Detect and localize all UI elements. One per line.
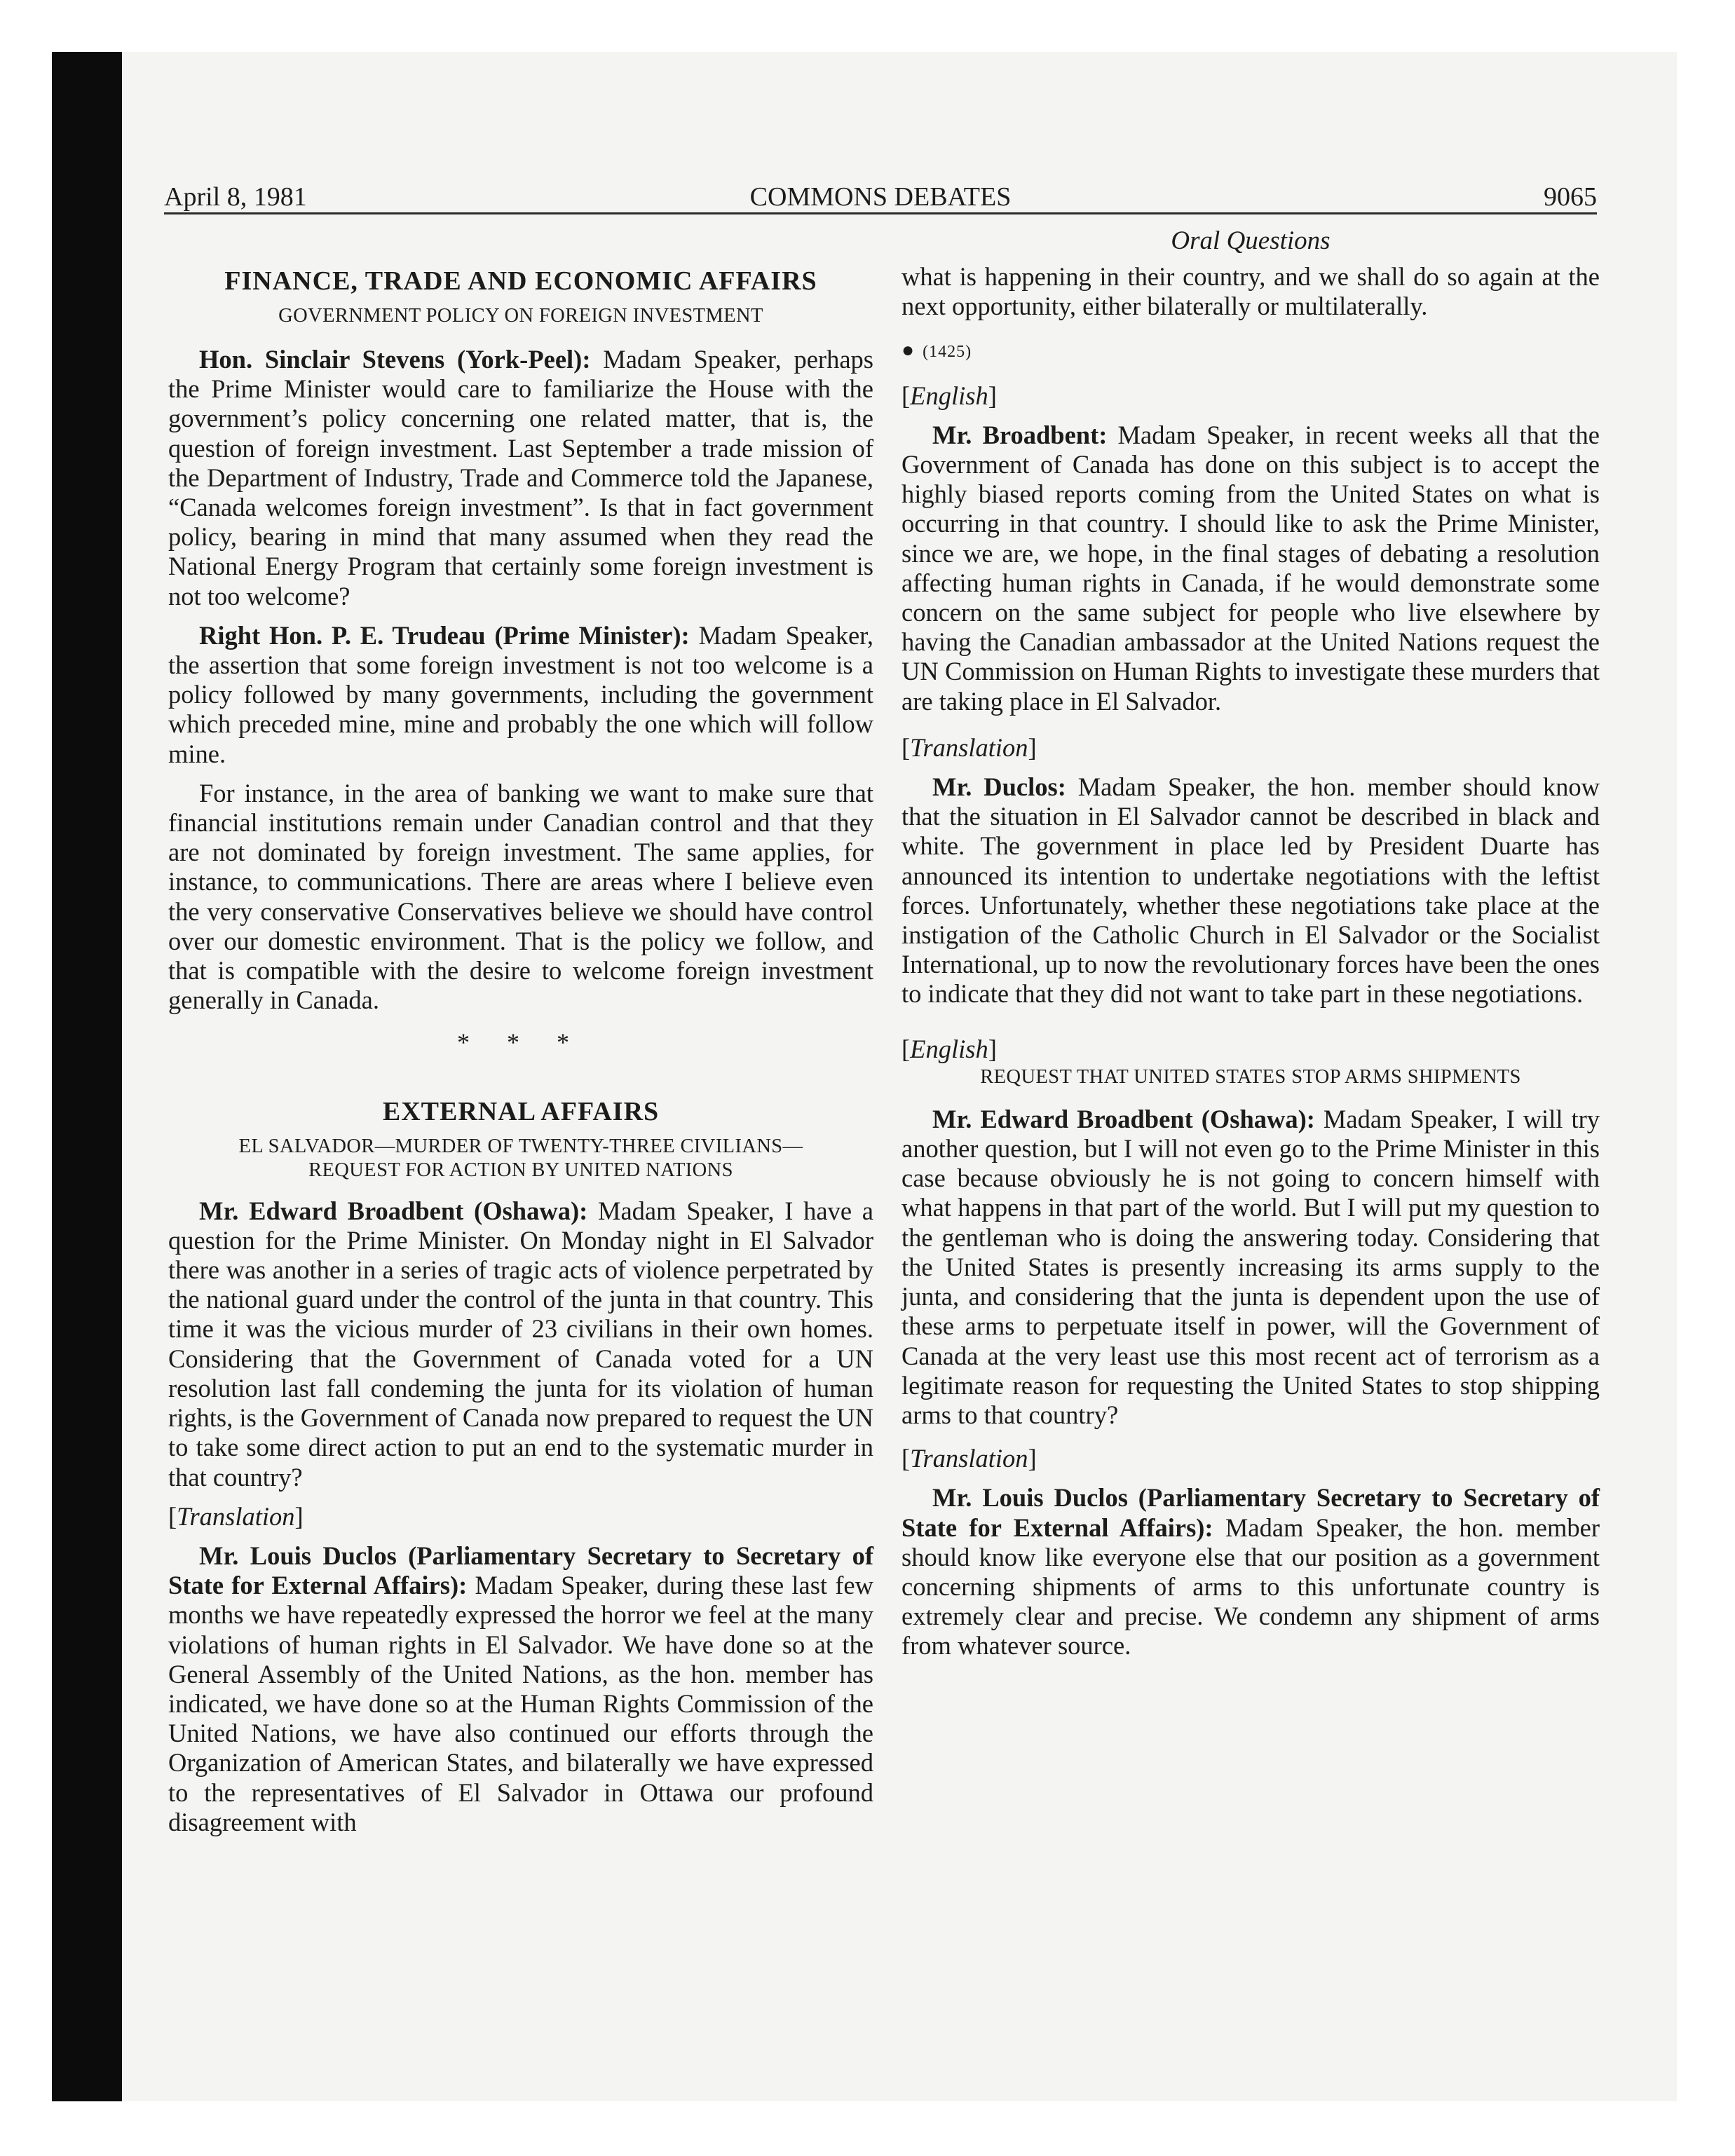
speaker-name: Mr. Louis Duclos (Parliamentary Secretary to Secretary of State for External Affairs):	[168, 1541, 873, 1600]
speaker-name: Hon. Sinclair Stevens (York-Peel):	[199, 345, 591, 374]
language-marker-label: English	[910, 381, 988, 410]
section-subtitle-foreign-investment: GOVERNMENT POLICY ON FOREIGN INVESTMENT	[278, 305, 763, 327]
paragraph-broadbent-arms	[901, 1105, 1600, 1430]
speech-text: Madam Speaker, in recent weeks all that the Government of Canada has done on this subject is to accept the highly biased reports coming from the United States on what is occurring in that country. I should like to ask the Prime Minister, since we are, we hope, in the final stages of debating a resolution affecting human rights in Canada, if he would demonstrate some concern on the same subject for people who live elsewhere by having the Canadian ambassador at the United Nations request the UN Commission on Human Rights to investigate these murders that are taking place in El Salvador.	[901, 420, 1600, 716]
language-marker-label: Translation	[177, 1501, 295, 1531]
speaker-name: Mr. Duclos:	[932, 772, 1066, 802]
language-marker-label: Translation	[910, 732, 1028, 762]
section-title-finance: FINANCE, TRADE AND ECONOMIC AFFAIRS	[224, 266, 817, 296]
language-marker: [English]	[901, 1034, 997, 1063]
speech-text: Madam Speaker, the assertion that some foreign investment is not too welcome is a policy followed by many governments, including the government which preceded mine, mine and probably the one which will follow mine.	[168, 620, 873, 768]
paragraph-stevens	[168, 345, 873, 611]
section-subtitle-line1: EL SALVADOR—MURDER OF TWENTY-THREE CIVILIANS—	[238, 1135, 803, 1157]
header-page-number: 9065	[1544, 182, 1597, 212]
section-title-external-affairs: EXTERNAL AFFAIRS	[382, 1096, 660, 1126]
speech-text: Madam Speaker, I have a question for the Prime Minister. On Monday night in El Salvador there was another in a series of tragic acts of violence perpetrated by the national guard under the control of the junta in that country. This time it was the vicious murder of 23 civilians in their own homes. Considering that the Government of Canada voted for a UN resolution last fall condeming the junta for its violation of human rights, is the Government of Canada now prepared to request the UN to take some direct action to put an end to the systematic murder in that country?	[168, 1196, 873, 1492]
speaker-name: Mr. Broadbent:	[932, 420, 1108, 449]
paragraph-duclos-reply	[901, 772, 1600, 1009]
timestamp-marker	[901, 334, 1600, 367]
scan-edge-shadow	[52, 52, 122, 2101]
paragraph-duclos-continued: what is happening in their country, and we shall do so again at the next opportunity, either bilaterally or multilaterally.	[901, 262, 1600, 321]
language-marker-label: Translation	[910, 1444, 1028, 1473]
speech-text: Madam Speaker, the hon. member should know like everyone else that our position as a government concerning shipments of arms to this unfortunate country is extremely clear and precise. We condemn any shipment of arms from whatever source.	[901, 1513, 1600, 1660]
running-head: Oral Questions	[1171, 226, 1331, 255]
header-date: April 8, 1981	[164, 182, 307, 212]
paragraph-trudeau-continued: For instance, in the area of banking we want to make sure that financial institutions remain under Canadian control and that they are not dominated by foreign investment. The same applies, for instance, to communications. There are areas where I believe even the very conservative Conservatives believe we should have control over our domestic environment. That is the policy we follow, and that is compatible with the desire to welcome foreign investment generally in Canada.	[168, 778, 873, 1015]
language-marker: [Translation]	[901, 732, 1037, 762]
language-marker-label: English	[910, 1034, 988, 1063]
header-rule	[164, 212, 1597, 214]
speech-text: Madam Speaker, during these last few months we have repeatedly expressed the horror we feel at the many violations of human rights in El Salvador. We have done so at the General Assembly of the United Nations, as the hon. member has indicated, we have done so at the Human Rights Commission of the United Nations, we have also continued our efforts through the Organization of American States, and bilaterally we have expressed to the representatives of El Salvador in Ottawa our profound disagreement with	[168, 1571, 873, 1836]
speech-text: Madam Speaker, I will try another question, but I will not even go to the Prime Minister in this case because obviously he is not going to concern himself with what happens in that part of the world. But I will put my question to the gentleman who is doing the answering today. Considering that the United States is presently increasing its arms supply to the junta, and considering that the junta is dependent upon the use of these arms to perpetuate itself in power, will the Government of Canada at the very least use this most recent act of terrorism as a legitimate reason for requesting the United States to stop shipping arms to that country?	[901, 1104, 1600, 1429]
speaker-name: Right Hon. P. E. Trudeau (Prime Minister):	[199, 620, 690, 650]
header-title: COMMONS DEBATES	[749, 182, 1012, 212]
language-marker: [English]	[901, 381, 997, 410]
paragraph-duclos	[168, 1541, 873, 1837]
section-separator: * * *	[457, 1028, 585, 1057]
paragraph-broadbent-followup	[901, 421, 1600, 716]
section-subtitle-arms-shipments: REQUEST THAT UNITED STATES STOP ARMS SHIPMENTS	[980, 1065, 1521, 1088]
language-marker: [Translation]	[901, 1444, 1037, 1473]
paragraph-broadbent	[168, 1196, 873, 1492]
speaker-name: Mr. Louis Duclos (Parliamentary Secretary to Secretary of State for External Affairs):	[901, 1483, 1600, 1542]
bullet-icon: ●	[901, 339, 915, 362]
speaker-name: Mr. Edward Broadbent (Oshawa):	[932, 1104, 1315, 1133]
left-column	[168, 226, 873, 1847]
speech-text: Madam Speaker, the hon. member should know that the situation in El Salvador cannot be described in black and white. The government in place led by President Duarte has announced its intention to undertake negotiations with the leftist forces. Unfortunately, whether these negotiations take place at the instigation of the Catholic Church in El Salvador or the Socialist International, up to now the revolutionary forces have been the ones to indicate that they did not want to take part in these negotiations.	[901, 772, 1600, 1009]
paragraph-duclos-arms	[901, 1483, 1600, 1660]
speech-text: Madam Speaker, perhaps the Prime Minister would care to familiarize the House with the government’s policy concerning one related matter, that is, the question of foreign investment. Last September a trade mission of the Department of Industry, Trade and Commerce told the Japanese, “Canada welcomes foreign investment”. Is that in fact government policy, bearing in mind that many assumed when they read the National Energy Program that certainly some foreign investment is not too welcome?	[168, 345, 873, 610]
paragraph-trudeau	[168, 621, 873, 769]
timestamp-text: (1425)	[923, 343, 972, 362]
section-subtitle-line2: REQUEST FOR ACTION BY UNITED NATIONS	[308, 1159, 733, 1181]
right-column	[901, 226, 1600, 1671]
speaker-name: Mr. Edward Broadbent (Oshawa):	[199, 1196, 588, 1225]
language-marker: [Translation]	[168, 1501, 304, 1531]
